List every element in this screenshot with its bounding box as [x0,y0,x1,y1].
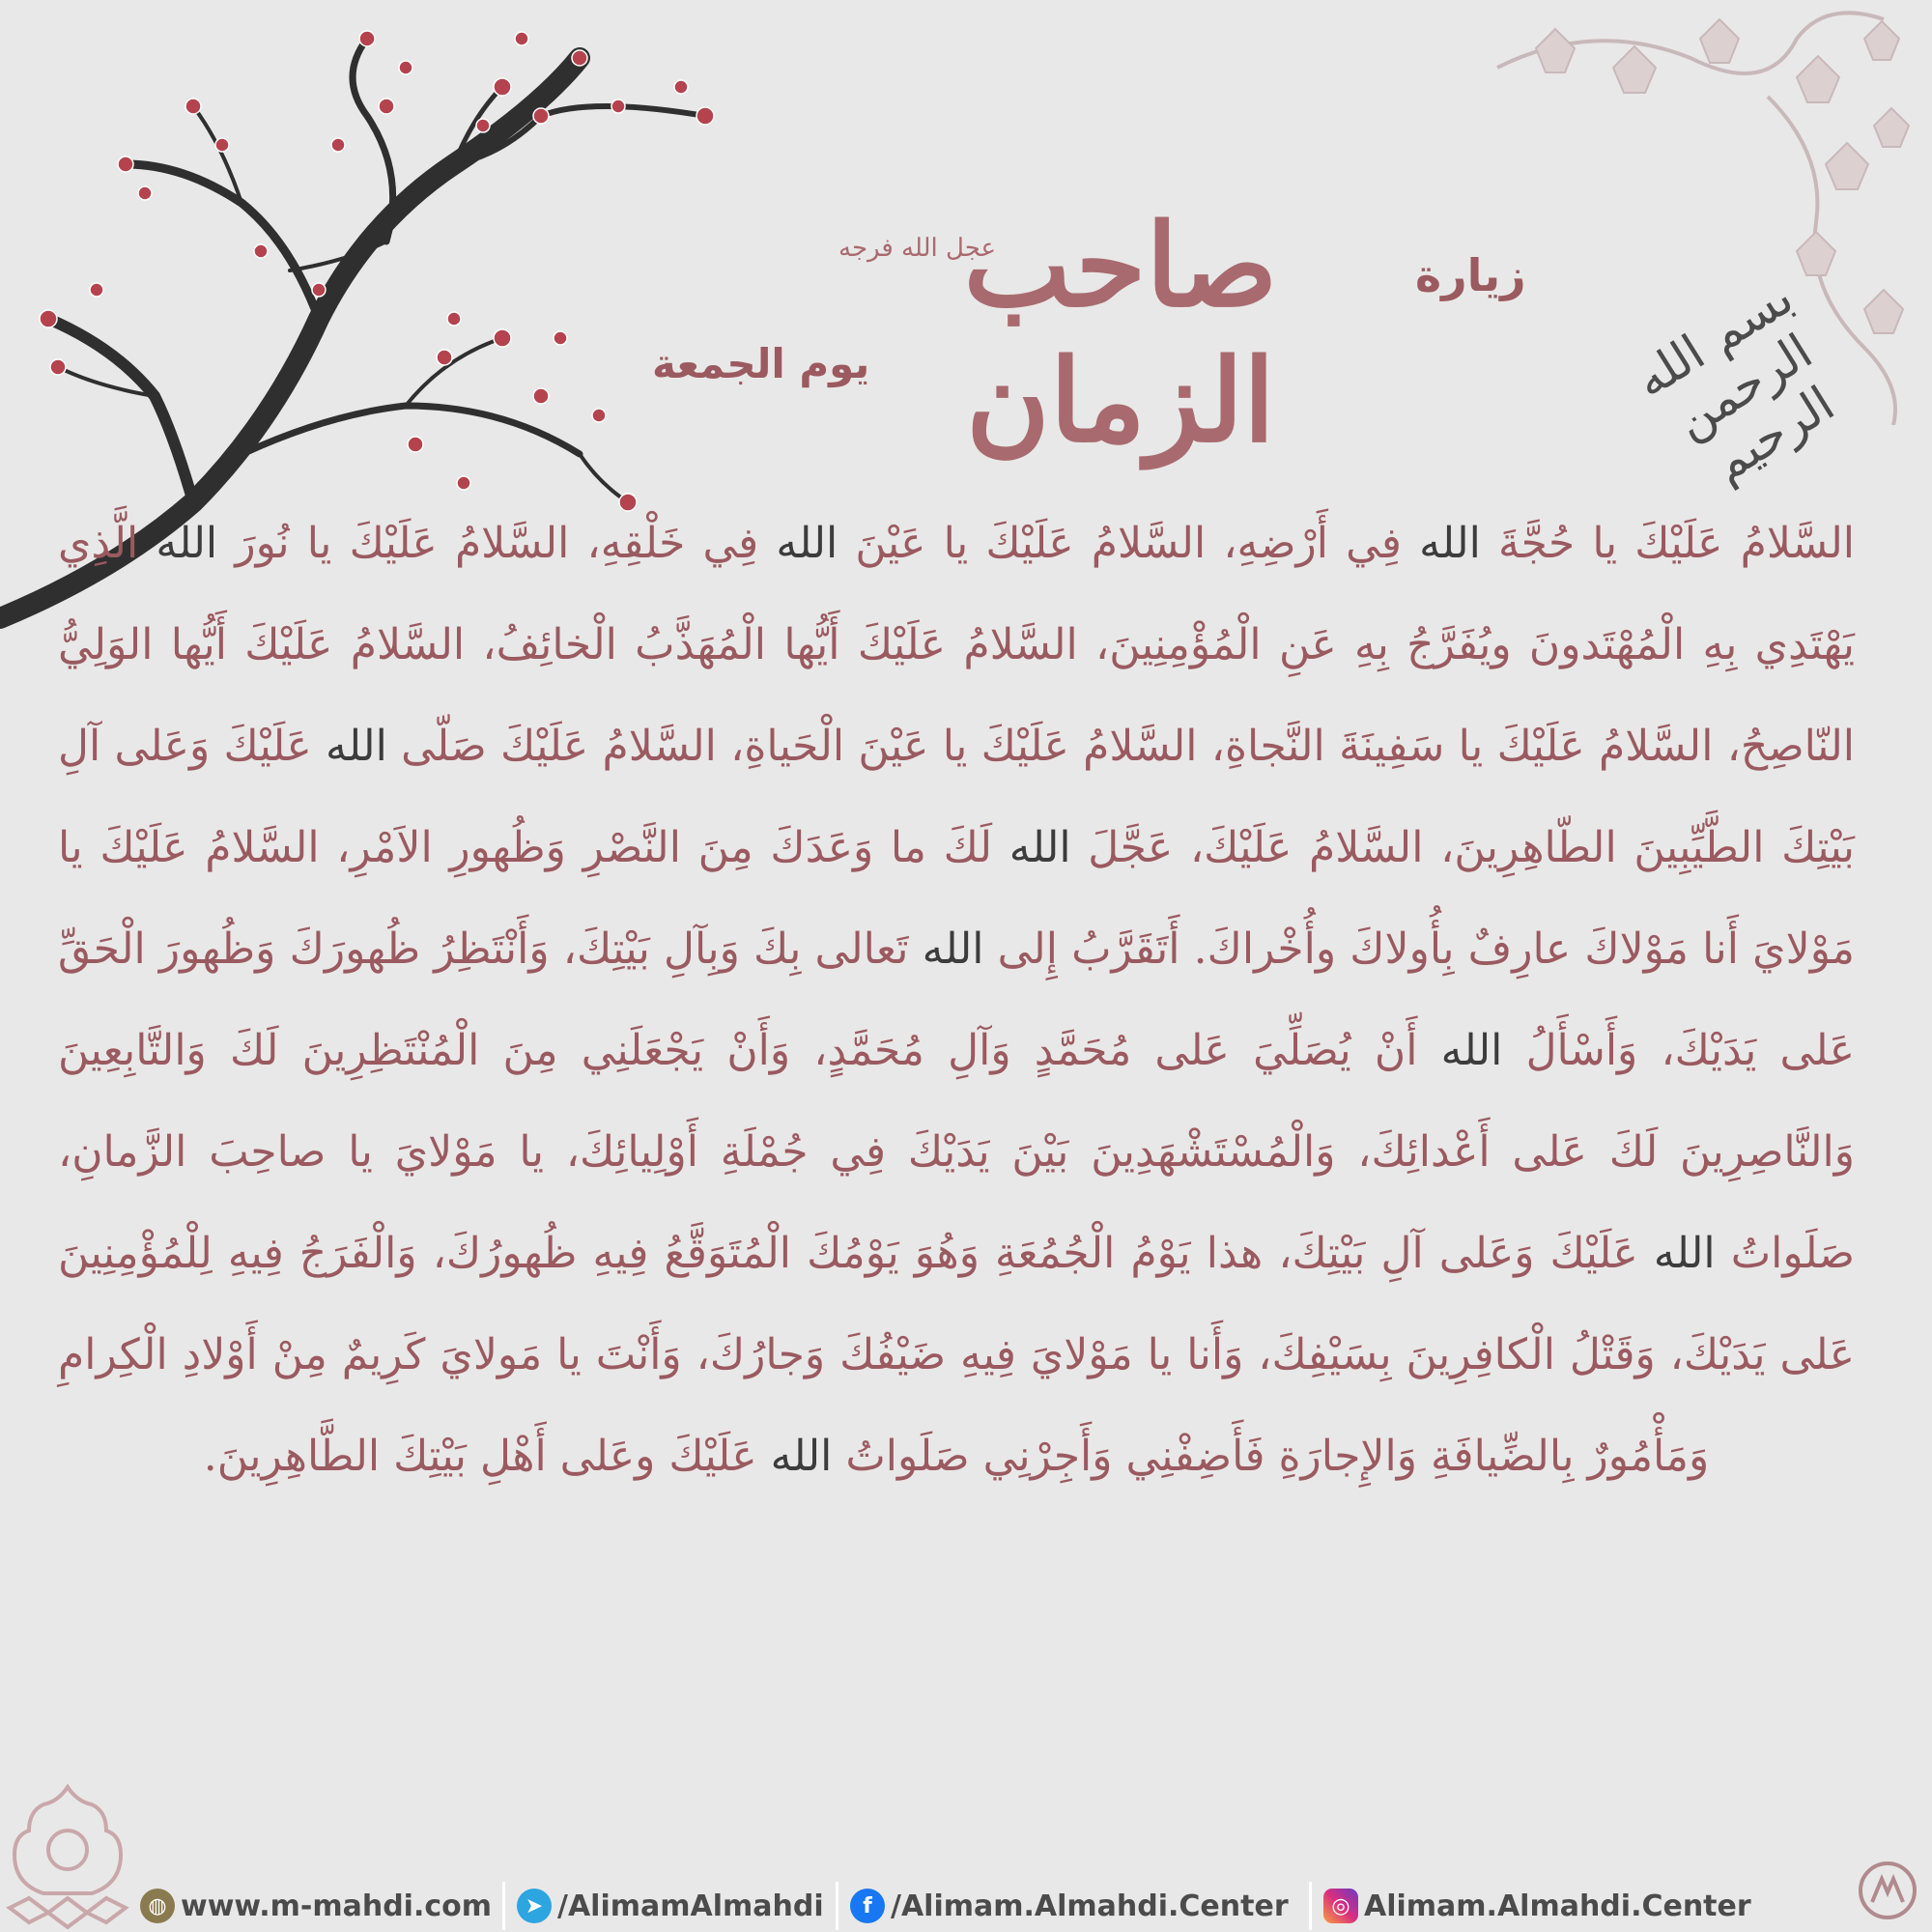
allah-word: الله [156,519,218,568]
title-day: يوم الجمعة [652,340,870,387]
title-main: صاحب الزمان [963,198,1278,468]
footer-divider [836,1882,838,1930]
mahdi-monogram-icon [1857,1860,1918,1921]
website-link[interactable] [140,1884,492,1928]
telegram-label: /AlimamAlmahdi [557,1889,824,1923]
prayer-segment: السَّلامُ عَلَيْكَ يا حُجَّةَ [1480,519,1855,568]
title-honorific: عجل الله فرجه [838,234,996,263]
allah-word: الله [776,519,838,568]
allah-word: الله [326,722,387,771]
facebook-link[interactable] [850,1884,1289,1928]
allah-word: الله [1440,1026,1503,1075]
instagram-label: Alimam.Almahdi.Center [1364,1889,1751,1923]
telegram-link[interactable] [517,1884,824,1928]
prayer-segment: فِي خَلْقِهِ، السَّلامُ عَلَيْكَ يا نُورَ [217,519,777,568]
prayer-segment: عَلَيْكَ وعَلى أَهْلِ بَيْتِكَ الطَّاهِرِينَ. [203,1432,771,1481]
prayer-text [58,493,1855,1507]
prayer-segment: عَلَيْكَ وَعَلى آلِ بَيْتِكَ الطَّيِّبِينَ الطّاهِرِينَ، السَّلامُ عَلَيْكَ، عَجَّلَ [58,722,1855,872]
allah-word: الله [922,924,984,974]
website-label: www.m-mahdi.com [181,1889,493,1923]
prayer-segment: تَعالى بِكَ وَبِآلِ بَيْتِكَ، وَأَنْتَظِرُ ظُهورَكَ وَظُهورَ الْحَقِّ عَلى يَدَيْكَ، وَأَسْأَلُ [58,924,1855,1075]
basmala-calligraphy: بسم الله الرحمن الرحيم [1625,269,1844,493]
emblem-logo-icon [0,1777,135,1932]
prayer-segment: فِي أَرْضِهِ، السَّلامُ عَلَيْكَ يا عَيْنَ [838,519,1420,568]
allah-word: الله [1419,519,1481,568]
prayer-segment: لَكَ ما وَعَدَكَ مِنَ النَّصْرِ وَظُهورِ الاَمْرِ، السَّلامُ عَلَيْكَ يا مَوْلايَ أَنا مَوْلاكَ عارِفٌ بِأُولاكَ وأُخْراكَ. أَتَقَرَّبُ إِلى [58,823,1855,974]
facebook-icon: f [850,1889,885,1923]
footer-divider [1309,1882,1312,1930]
allah-word: الله [1009,823,1071,872]
prayer-segment: أَنْ يُصَلِّيَ عَلى مُحَمَّدٍ وَآلِ مُحَمَّدٍ، وَأَنْ يَجْعَلَنِي مِنَ الْمُنْتَظِرِينَ لَكَ وَالتَّابِعِينَ وَالنَّاصِرِينَ لَكَ عَلى أَعْدائِكَ، وَالْمُسْتَشْهَدِينَ بَيْنَ يَدَيْكَ فِي جُمْلَةِ أَوْلِيائِكَ، يا مَوْلايَ يا صاحِبَ الزَّمانِ، صَلَواتُ [58,1026,1856,1278]
allah-word: الله [770,1432,833,1481]
instagram-icon: ◎ [1323,1889,1358,1923]
prayer-segment: عَلَيْكَ وَعَلى آلِ بَيْتِكَ، هذا يَوْمُ الْجُمُعَةِ وَهُوَ يَوْمُكَ الْمُتَوَقَّعُ فِيهِ ظُهورُكَ، وَالْفَرَجُ فِيهِ لِلْمُؤْمِنِينَ عَلى يَدَيْكَ، وَقَتْلُ الْكافِرِينَ بِسَيْفِكَ، وَأَنا يا مَوْلايَ فِيهِ ضَيْفُكَ وَجارُكَ، وَأَنْتَ يا مَولايَ كَرِيمٌ مِنْ أَوْلادِ الْكِرامِ وَمَأْمُورٌ بِالضِّيافَةِ وَالإِجارَةِ فَأَضِفْنِي وَأَجِرْنِي صَلَواتُ [58,1229,1855,1481]
telegram-icon: ➤ [517,1889,552,1923]
prayer-segment: الَّذِي يَهْتَدِي بِهِ الْمُهْتَدونَ ويُفَرَّجُ بِهِ عَنِ الْمُؤْمِنِينَ، السَّلامُ عَلَيْكَ أَيُّها الْمُهَذَّبُ الْخائِفُ، السَّلامُ عَلَيْكَ أَيُّها الوَلِيُّ النّاصِحُ، السَّلامُ عَلَيْكَ يا سَفِينَةَ النَّجاةِ، السَّلامُ عَلَيْكَ يا عَيْنَ الْحَياةِ، السَّلامُ عَلَيْكَ صَلّى [58,519,1856,771]
footer-divider [502,1882,505,1930]
globe-icon: ◍ [140,1889,175,1923]
instagram-link[interactable] [1323,1884,1751,1928]
allah-word: الله [1653,1229,1716,1278]
title-zyara: زيارة [1415,249,1526,301]
facebook-label: /Alimam.Almahdi.Center [891,1889,1289,1923]
